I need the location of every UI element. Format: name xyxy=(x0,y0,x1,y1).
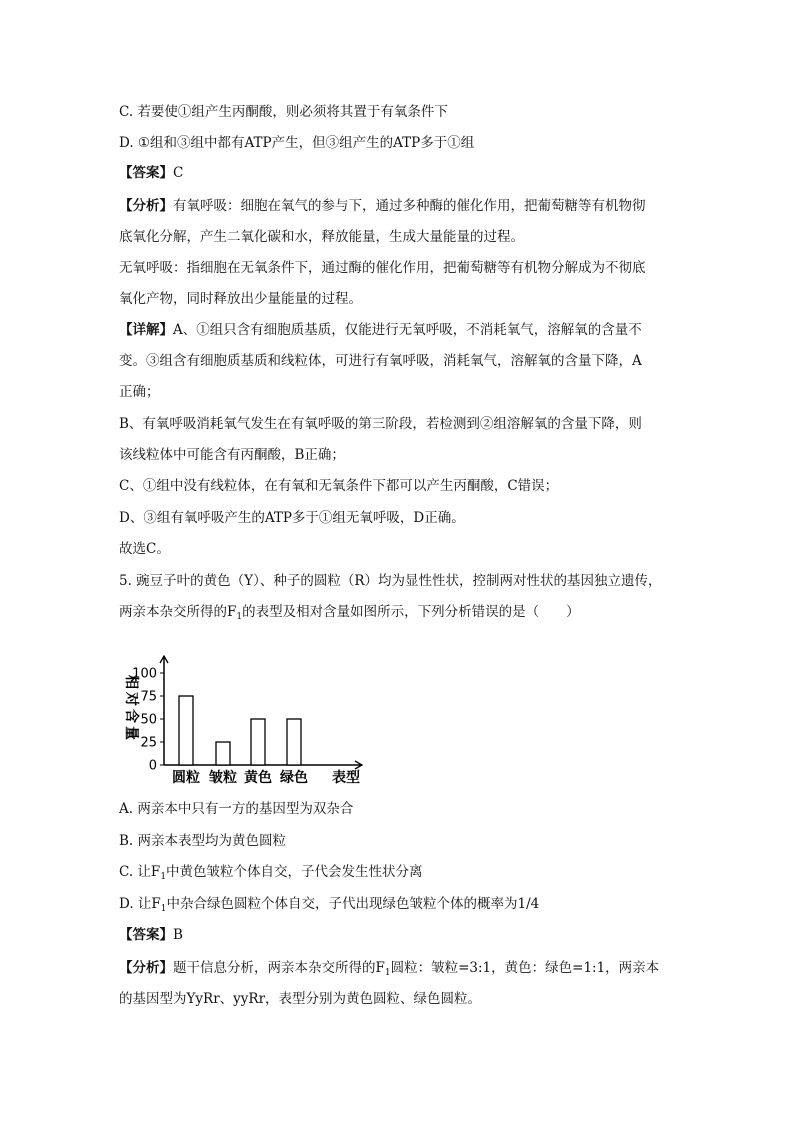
y-tick-label: 100 xyxy=(132,666,157,682)
text-line: 正确； xyxy=(119,384,160,400)
text-line: 【详解】A、①组只含有细胞质基质，仅能进行无氧呼吸，不消耗氧气，溶解氧的含量不 xyxy=(119,322,642,338)
text-line: D、③组有氧呼吸产生的ATP多于①组无氧呼吸，D正确。 xyxy=(119,510,465,526)
y-axis-label-char: 量 xyxy=(123,726,139,740)
y-axis-label xyxy=(123,675,140,740)
text-line: B、有氧呼吸消耗氧气发生在有氧呼吸的第三阶段，若检测到②组溶解氧的含量下降，则 xyxy=(119,416,642,432)
bar-4 xyxy=(287,719,301,765)
y-axis-label-char: 对 xyxy=(123,692,139,706)
text-line: C、①组中没有线粒体，在有氧和无氧条件下都可以产生丙酮酸，C错误； xyxy=(119,478,559,494)
x-tick-label: 黄色 xyxy=(244,770,272,786)
text-line: 无氧呼吸：指细胞在无氧条件下，通过酶的催化作用，把葡萄糖等有机物分解成为不彻底 xyxy=(119,260,646,276)
text-line: 5. 豌豆子叶的黄色（Y）、种子的圆粒（R）均为显性性状，控制两对性状的基因独立遗传， xyxy=(119,573,662,589)
bar-chart xyxy=(114,652,374,792)
text-line: D. ①组和③组中都有ATP产生，但③组产生的ATP多于①组 xyxy=(119,135,475,151)
bar-3 xyxy=(251,719,265,765)
text-line: 变。③组含有细胞质基质和线粒体，可进行有氧呼吸，消耗氧气，溶解氧的含量下降，A xyxy=(119,353,642,369)
analysis-2-line-2: 的基因型为YyRr、yyRr，表型分别为黄色圆粒、绿色圆粒。 xyxy=(119,991,482,1007)
x-axis-title: 表型 xyxy=(332,770,360,786)
text-line: 【答案】C xyxy=(119,165,184,181)
text-line: 【分析】有氧呼吸：细胞在氧气的参与下，通过多种酶的催化作用，把葡萄糖等有机物彻 xyxy=(119,198,646,214)
bar-2 xyxy=(216,742,230,765)
x-tick-label: 皱粒 xyxy=(209,770,237,786)
x-axis-labels xyxy=(172,769,308,786)
y-axis-label-char: 含 xyxy=(123,709,139,723)
y-axis-label-char: 相 xyxy=(123,675,139,689)
y-tick-label: 50 xyxy=(140,712,157,728)
option-a: A. 两亲本中只有一方的基因型为双杂合 xyxy=(119,801,354,817)
question-5-line-2: 两亲本杂交所得的$F_1$的表型及相对含量如图所示，下列分析错误的是（ ） xyxy=(119,604,580,622)
text-line: 故选C。 xyxy=(119,541,170,557)
text-line: 氧化产物，同时释放出少量能量的过程。 xyxy=(119,291,362,307)
y-tick-label: 25 xyxy=(140,735,157,751)
option-d: D. 让$F_1$中杂合绿色圆粒个体自交，子代出现绿色皱粒个体的概率为1/4 xyxy=(119,896,540,914)
analysis-2-line-1: 【分析】题干信息分析，两亲本杂交所得的$F_1$圆粒：皱粒=3:1，黄色：绿色=1:1，两亲本 xyxy=(119,960,660,978)
text-line: 该线粒体中可能含有丙酮酸，B正确； xyxy=(119,447,345,463)
answer-2: 【答案】B xyxy=(119,927,183,943)
option-c: C. 让$F_1$中黄色皱粒个体自交，子代会发生性状分离 xyxy=(119,864,423,882)
x-tick-label: 圆粒 xyxy=(172,770,200,786)
y-tick-label: 75 xyxy=(140,689,157,705)
x-tick-label: 绿色 xyxy=(280,770,308,786)
bars xyxy=(179,696,301,765)
option-b: B. 两亲本表型均为黄色圆粒 xyxy=(119,833,287,849)
y-tick-label: 0 xyxy=(148,758,157,774)
text-line: C. 若要使①组产生丙酮酸，则必须将其置于有氧条件下 xyxy=(119,104,448,120)
text-line: 底氧化分解，产生二氧化碳和水，释放能量，生成大量能量的过程。 xyxy=(119,229,524,245)
bar-1 xyxy=(179,696,193,765)
